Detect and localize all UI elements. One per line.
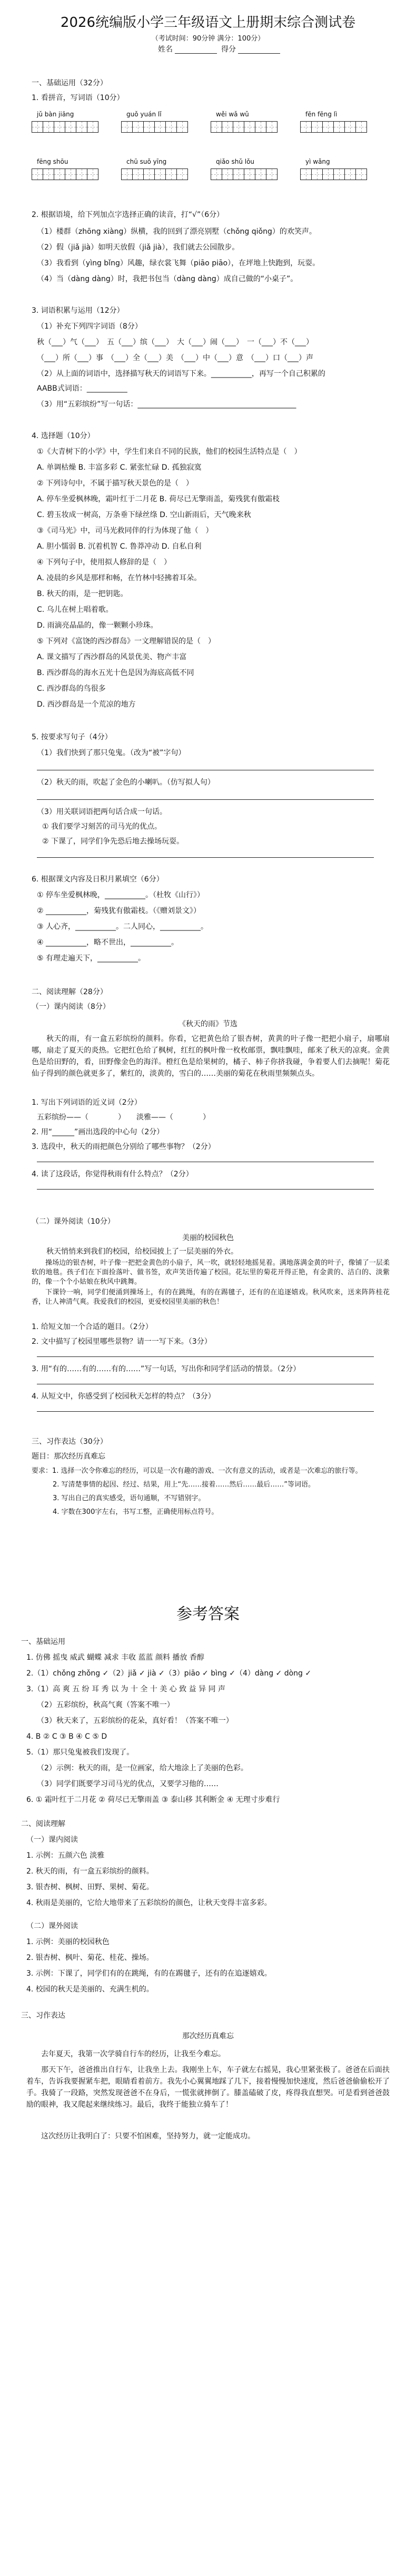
answer-line-text: 6. ① 霜叶红于二月花 ② 荷尽已无擎雨盖 ③ 泰山移 其利断金 ④ 无理寸步难行 [26, 1796, 280, 1804]
q4-item: A. 单调枯燥 B. 丰富多彩 C. 紧张忙碌 D. 孤独寂寞 [37, 463, 202, 472]
example-essay-paragraph: 这次经历让我明白了：只要不怕困难，坚持努力，就一定能成功。 [41, 2132, 255, 2141]
answer-line-text: 4. B ② C ③ B ④ C ⑤ D [26, 1732, 107, 1741]
q4-item: C. 乌儿在树上唱着歌。 [37, 606, 113, 614]
reading1-question: 3. 选段中，秋天的雨把颜色分别给了哪些事物？（2分） [32, 1143, 215, 1151]
answer-line-text: 2. 银杏树、枫叶、菊花、桂花、操场。 [26, 1954, 154, 1962]
answer-line-text: 2.（1）chǒng zhǒng ✓（2）jiǎ ✓ jià ✓（3）piāo ✓ bìng ✓（4）dàng ✓ dòng ✓ [26, 1669, 312, 1678]
q4-item: D. 西沙群岛是一个荒凉的地方 [37, 700, 136, 709]
q6-item: ① 停车坐爱枫林晚，___________。（杜牧《山行》） [37, 891, 204, 899]
q4-item: B. 秋天的雨，是一把钥匙。 [37, 590, 128, 598]
writing-grid[interactable] [211, 169, 277, 180]
q2-item: （3）我看到（yìng bǐng）风趣，绿衣裳飞舞（piāo piāo），在坪地上快跑到，玩耍。 [37, 259, 320, 267]
q2-item: （2）假（jiǎ jià）如明天放假（jiǎ jià），我们就去公园散步。 [37, 243, 240, 252]
q3-idioms: 秋（___）气（___） 五（___）缤（___） 大（___）闹（___） 一（___）不（___） [37, 338, 313, 346]
reading1-passage: 秋天的雨，有一盒五彩缤纷的颜料。你看，它把黄色给了银杏树，黄黄的叶子像一把把小扇子，扇哪扇哪，扇走了夏天的炎热。它把红色给了枫树，红红的枫叶像一枚枚邮票，飘哇飘哇，邮来了秋天的凉爽。金黄色是给田野的，看，田野像金色的海洋。橙红色是给果树的，橘子、柿子你挤我碰，争着要人们去摘呢！菊花仙子得到的颜色就更多了，紫红的，淡黄的，雪白的……美丽的菊花在秋雨里频频点头。 [32, 1035, 390, 1078]
essay-requirement: 要求：1. 选择一次令你难忘的经历，可以是一次有趣的游戏、一次有意义的活动，或者是一次难忘的旅行等。 [32, 1467, 362, 1475]
answer-line[interactable] [37, 857, 374, 858]
reading1-question: 1. 写出下列词语的近义词（2分） [32, 1098, 142, 1107]
q4-item: B. 西沙群岛的海水五光十色是因为海底高低不同 [37, 669, 194, 677]
q4-item: ③《司马光》中，司马光救同伴的行为体现了他（ ） [37, 527, 213, 535]
reading2-title: 美丽的校园秋色 [182, 1234, 234, 1242]
answers-heading: 三、习作表达 [21, 2012, 65, 2020]
writing-grid[interactable] [211, 121, 277, 133]
q3-sub: （1）补充下列四字词语（8分） [37, 322, 142, 331]
example-essay-paragraph: 那天下午，爸爸推出自行车，让我坐上去。我刚坐上车，车子就左右摇晃，我心里紧张极了。爸爸在后面扶着车，告诉我要握紧车把，眼睛看着前方。我先小心翼翼地踩了几下，接着慢慢加快速度，然后爸爸偷偷松开了手。我骑了一段路，突然发现爸爸不在身后，一慌张就摔倒了。膝盖磕破了皮，疼得我直想哭。可是看到爸爸鼓励的眼神，我又爬起来继续练习。最后，我终于能独立骑车了！ [26, 2066, 390, 2109]
pinyin: fēn fēng lì [305, 111, 338, 118]
reading2-question: 3. 用“有的……有的……有的……”写一句话，写出你和同学们活动的情景。（2分） [32, 1365, 301, 1373]
q2-item: （4）当（dàng dàng）时，我把书包当（dàng dàng）成自己做的“小桌子”。 [37, 275, 298, 283]
answer-line-text: 1. 示例：五颜六色 淡雅 [26, 1851, 105, 1860]
answer-line[interactable] [37, 1356, 374, 1357]
q1-text: 1. 看拼音，写词语（10分） [32, 94, 124, 102]
q3-text: 3. 词语积累与运用（12分） [32, 306, 124, 315]
pinyin: jǔ bàn jiāng [37, 111, 74, 118]
q6-item: ③ 人心齐，___________。二人同心，___________。 [37, 923, 209, 931]
essay-requirement: 3. 写出自己的真实感受，语句通顺，不写错别字。 [53, 1494, 205, 1502]
name-label: 姓名 [158, 45, 173, 54]
writing-grid[interactable] [121, 169, 187, 180]
answer-line[interactable] [37, 799, 374, 800]
q6-item: ⑤ 有理走遍天下，___________。 [37, 954, 146, 963]
answer-line-text: 1. 仿佛 摇曳 威武 蝴蝶 减求 丰收 蓝蓝 颜料 播放 香醇 [26, 1653, 204, 1662]
q5-item: （3）用关联词语把两句话合成一句话。 [37, 808, 167, 816]
writing-grid[interactable] [32, 169, 98, 180]
q4-item: ④ 下列句子中，使用拟人修辞的是（ ） [37, 558, 171, 567]
name-blank[interactable] [175, 53, 217, 54]
answer-line-text: （2）示例：秋天的雨，是一位画家，给大地涂上了美丽的色彩。 [37, 1764, 248, 1772]
answer-line-text: 5.（1）那只兔鬼被我们发现了。 [26, 1748, 134, 1757]
exam-info: （考试时间：90分钟 满分：100分） [151, 35, 265, 43]
page-title: 2026统编版小学三年级语文上册期末综合测试卷 [60, 15, 356, 31]
reading2-question: 1. 给短文加一个合适的题目。（2分） [32, 1323, 153, 1331]
part1-heading: 一、基础运用（32分） [32, 79, 107, 87]
q4-item: A. 胆小懦弱 B. 沉着机智 C. 鲁莽冲动 D. 自私自利 [37, 542, 202, 551]
reading1-question: 4. 读了这段话，你觉得秋雨有什么特点？（2分） [32, 1170, 193, 1178]
reading1-question: 2. 用“______”画出选段的中心句（2分） [32, 1128, 164, 1136]
q4-item: D. 雨滴亮晶晶的，像一颗颗小珍珠。 [37, 621, 158, 630]
answers-title: 参考答案 [176, 1605, 240, 1623]
reading1-heading: （一）课内阅读（8分） [32, 1003, 110, 1011]
answer-line-text: （3）同学们既要学习司马光的优点，又要学习他的…… [37, 1780, 219, 1788]
answer-line-text: （2）五彩缤纷，秋高气爽（答案不唯一） [37, 1701, 174, 1709]
pinyin: wěi wǎ wǔ [216, 111, 249, 118]
writing-grid[interactable] [32, 121, 98, 133]
reading1-title: 《秋天的雨》节选 [179, 1020, 237, 1028]
q5-item: ① 我们要学习刻苦的司马光的优点。 [42, 823, 162, 831]
score-label: 得分 [221, 45, 236, 54]
q3-sub: （3）用“五彩缤纷”写一句话：___________________________________________ [37, 400, 296, 409]
example-essay-paragraph: 去年夏天，我第一次学骑自行车的经历，让我至今难忘。 [41, 2050, 225, 2058]
reading2-question: 2. 文中描写了校园里哪些景物？请一一写下来。（3分） [32, 1337, 212, 1346]
reading2-passage: 秋天悄悄来到我们的校园，给校园披上了一层美丽的外衣。 [46, 1247, 238, 1256]
essay-topic: 题目：那次经历真难忘 [32, 1452, 105, 1461]
q5-item: （1）我们快到了那只兔鬼。（改为“被”字句） [37, 749, 186, 757]
reading1-question: 五彩缤纷——（ ） 淡雅——（ ） [37, 1113, 210, 1122]
q4-item: A. 停车坐爱枫林晚，霜叶红于二月花 B. 荷尽已无擎雨盖，菊残犹有傲霜枝 [37, 495, 280, 503]
reading2-question: 4. 从短文中，你感受到了校园秋天怎样的特点？（3分） [32, 1392, 215, 1401]
pinyin: yì wǎng [305, 158, 330, 165]
answer-line-text: 2. 秋天的雨，有一盒五彩缤纷的颜料。 [26, 1867, 154, 1876]
answer-line-text: 3. 银杏树、枫树、田野、果树、菊花。 [26, 1883, 154, 1891]
pinyin: fēng shōu [37, 158, 68, 165]
writing-grid[interactable] [121, 121, 187, 133]
reading2-passage: 下课铃一响，同学们便涌到操场上，有的在跳绳，有的在踢毽子，还有的在追逐嬉戏。秋风吹来，送来阵阵桂花香，让人神清气爽。我爱我们的校园，更爱校园里美丽的秋色！ [32, 1289, 390, 1306]
q5-item: （2）秋天的雨，吹起了金色的小喇叭。（仿写拟人句） [37, 778, 215, 787]
pinyin: qiǎo shǔ lǒu [216, 158, 255, 165]
essay-requirement: 2. 写清楚事情的起因、经过、结果，用上“先……接着……然后……最后……”等词语。 [53, 1481, 315, 1489]
q5-text: 5. 按要求写句子（4分） [32, 733, 112, 741]
q4-item: A. 凌晨的乡风是那样和畅，在竹林中轻拂着耳朵。 [37, 574, 202, 582]
q4-item: C. 西沙群岛的鸟很多 [37, 685, 106, 693]
q3-sub: AABB式词语：___________ [37, 384, 127, 393]
q4-item: ①《大青树下的小学》中，学生们来自不同的民族，他们的校园生活特点是（ ） [37, 448, 302, 456]
essay-requirement: 4. 字数在300字左右，书写工整，正确使用标点符号。 [53, 1508, 219, 1516]
part3-heading: 三、习作表达（30分） [32, 1438, 107, 1446]
reading2-passage: 操场边的银杏树，叶子像一把把金黄色的小扇子，风一吹，就轻轻地摇晃着。满地落满金黄的叶子，像铺了一层柔软的地毯。孩子们在下面捡落叶、做书签，欢声笑语传遍了校园。花坛里的菊花开得正艳，有金黄的、洁白的、淡紫的，像一个个小姑娘在秋风中跳舞。 [32, 1259, 390, 1286]
q4-item: ② 下列诗句中，不属于描写秋天景色的是（ ） [37, 479, 193, 488]
answer-line-text: 4. 秋雨是美丽的，它给大地带来了五彩缤纷的颜色，让秋天变得丰富多彩。 [26, 1899, 272, 1907]
q2-text: 2. 根据语境，给下列加点字选择正确的读音，打“√”（6分） [32, 211, 224, 219]
pinyin: chū suǒ yīng [126, 158, 167, 165]
answers-heading: 一、基础运用 [21, 1638, 65, 1646]
answer-line-text: 4. 校园的秋天是美丽的、充满生机的。 [26, 1985, 154, 1994]
q5-item: ② 下课了，同学们争先恐后地去操场玩耍。 [42, 837, 184, 846]
answer-line[interactable] [37, 1189, 374, 1190]
writing-grid[interactable] [300, 169, 367, 180]
answers-heading: 二、阅读理解 [21, 1820, 65, 1828]
reading2-heading: （二）课外阅读（10分） [32, 1217, 115, 1226]
answer-line[interactable] [37, 1411, 374, 1412]
example-essay-title: 那次经历真难忘 [182, 2032, 234, 2040]
q4-item: A. 课文描写了西沙群岛的风景优美、物产丰富 [37, 653, 187, 661]
answers-subheading: （一）课内阅读 [26, 1836, 78, 1844]
q6-item: ② ___________，菊残犹有傲霜枝。（《赠刘景文》） [37, 907, 201, 915]
writing-grid[interactable] [300, 121, 367, 133]
answers-subheading: （二）课外阅读 [26, 1922, 78, 1930]
q4-item: ⑤ 下列对《富饶的西沙群岛》一文理解错误的是（ ） [37, 637, 215, 646]
answer-line-text: 1. 示例：美丽的校园秋色 [26, 1938, 110, 1946]
pinyin: guǒ yuán lǐ [126, 111, 162, 118]
answer-line-text: （3）秋天来了，五彩缤纷的花朵，真好看！（答案不唯一） [37, 1717, 233, 1725]
answer-line-text: 3.（1）高 爽 五 纷 耳 秀 以 为 十 全 十 美 心 致 益 异 同 声 [26, 1685, 225, 1693]
q3-sub: （2）从上面的词语中，选择描写秋天的词语写下来。___________，再写一个自己积累的 [37, 370, 325, 378]
part2-heading: 二、阅读理解（28分） [32, 988, 107, 996]
q6-text: 6. 根据课文内容及日积月累填空（6分） [32, 875, 164, 884]
q3-idioms: （___）所（___）事 （___）全（___）美 （___）中（___）意 （___）口（___）声 [37, 354, 313, 362]
q4-text: 4. 选择题（10分） [32, 432, 95, 440]
score-blank[interactable] [238, 53, 280, 54]
q2-item: （1）楼群（zhōng xiàng）纵横，我的回到了漂亮别墅（chǒng qiǒng）的欢笑声。 [37, 227, 316, 236]
answer-line-text: 3. 示例：下课了，同学们有的在跳绳，有的在踢毽子，还有的在追逐嬉戏。 [26, 1969, 272, 1978]
q6-item: ④ ___________，略不世出，___________。 [37, 938, 179, 947]
q4-item: C. 碧玉妆成一树高，万条垂下绿丝绦 D. 空山新雨后，天气晚来秋 [37, 511, 251, 519]
